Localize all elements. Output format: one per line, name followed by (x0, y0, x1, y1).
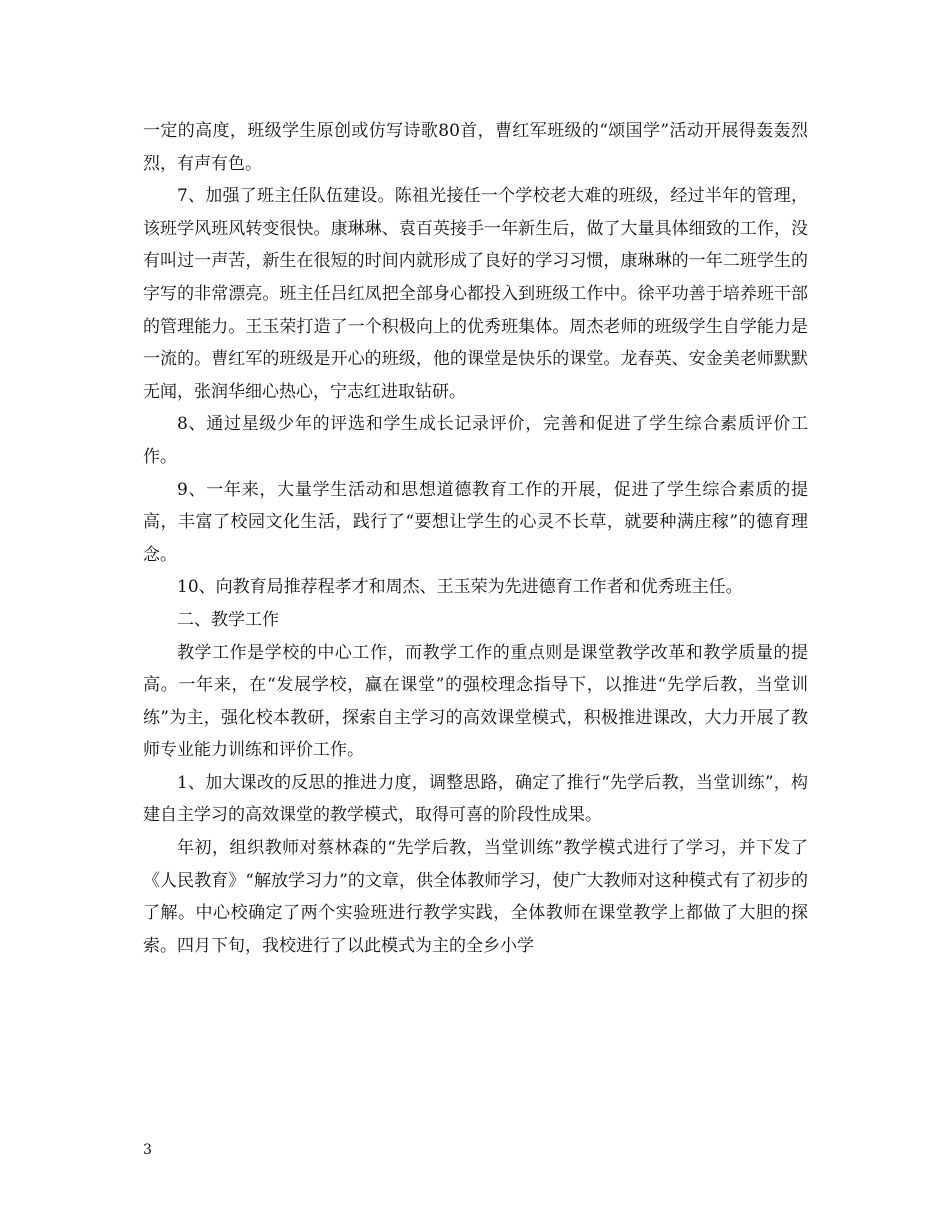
body-text (143, 115, 808, 962)
paragraph-teaching-intro: 教学工作是学校的中心工作，而教学工作的重点则是课堂教学改革和教学质量的提高。一年来，在“发展学校，赢在课堂”的强校理念指导下，以推进“先学后教，当堂训练”为主，强化校本教研，探索自主学习的高效课堂模式，积极推进课改，大力开展了教师专业能力训练和评价工作。 (143, 642, 808, 761)
paragraph-early-year: 年初，组织教师对蔡林森的“先学后教，当堂训练”教学模式进行了学习，并下发了《人民教育》“解放学习力”的文章，供全体教师学习，使广大教师对这种模式有了初步的了解。中心校确定了两个实验班进行教学实践，全体教师在课堂教学上都做了大胆的探索。四月下旬，我校进行了以此模式为主的全乡小学 (143, 838, 808, 956)
paragraph-teaching-item-1: 1、加大课改的反思的推进力度，调整思路，确定了推行“先学后教，当堂训练”，构建自主学习的高效课堂的教学模式，取得可喜的阶段性成果。 (143, 772, 808, 826)
paragraph-item-8: 8、通过星级少年的评选和学生成长记录评价，完善和促进了学生综合素质评价工作。 (143, 414, 808, 467)
paragraph-item-9: 9、一年来，大量学生活动和思想道德教育工作的开展，促进了学生综合素质的提高，丰富了校园文化生活，践行了“要想让学生的心灵不长草，就要种满庄稼”的德育理念。 (143, 479, 808, 565)
page-number: 3 (143, 1142, 152, 1158)
paragraph-item-7: 7、加强了班主任队伍建设。陈祖光接任一个学校老大难的班级，经过半年的管理，该班学风班风转变很快。康琳琳、袁百英接手一年新生后，做了大量具体细致的工作，没有叫过一声苦，新生在很短的时间内就形成了良好的学习习惯，康琳琳的一年二班学生的字写的非常漂亮。班主任吕红凤把全部身心都投入到班级工作中。徐平功善于培养班干部的管理能力。王玉荣打造了一个积极向上的优秀班集体。周杰老师的班级学生自学能力是一流的。曹红军的班级是开心的班级，他的课堂是快乐的课堂。龙春英、安金美老师默默无闻，张润华细心热心，宁志红进取钻研。 (143, 186, 808, 402)
paragraph-item-10: 10、向教育局推荐程孝才和周杰、王玉荣为先进德育工作者和优秀班主任。 (177, 577, 743, 598)
section-heading-teaching: 二、教学工作 (177, 609, 279, 630)
paragraph-continuation: 一定的高度，班级学生原创或仿写诗歌80首，曹红军班级的“颂国学”活动开展得轰轰烈烈，有声有色。 (143, 121, 808, 174)
